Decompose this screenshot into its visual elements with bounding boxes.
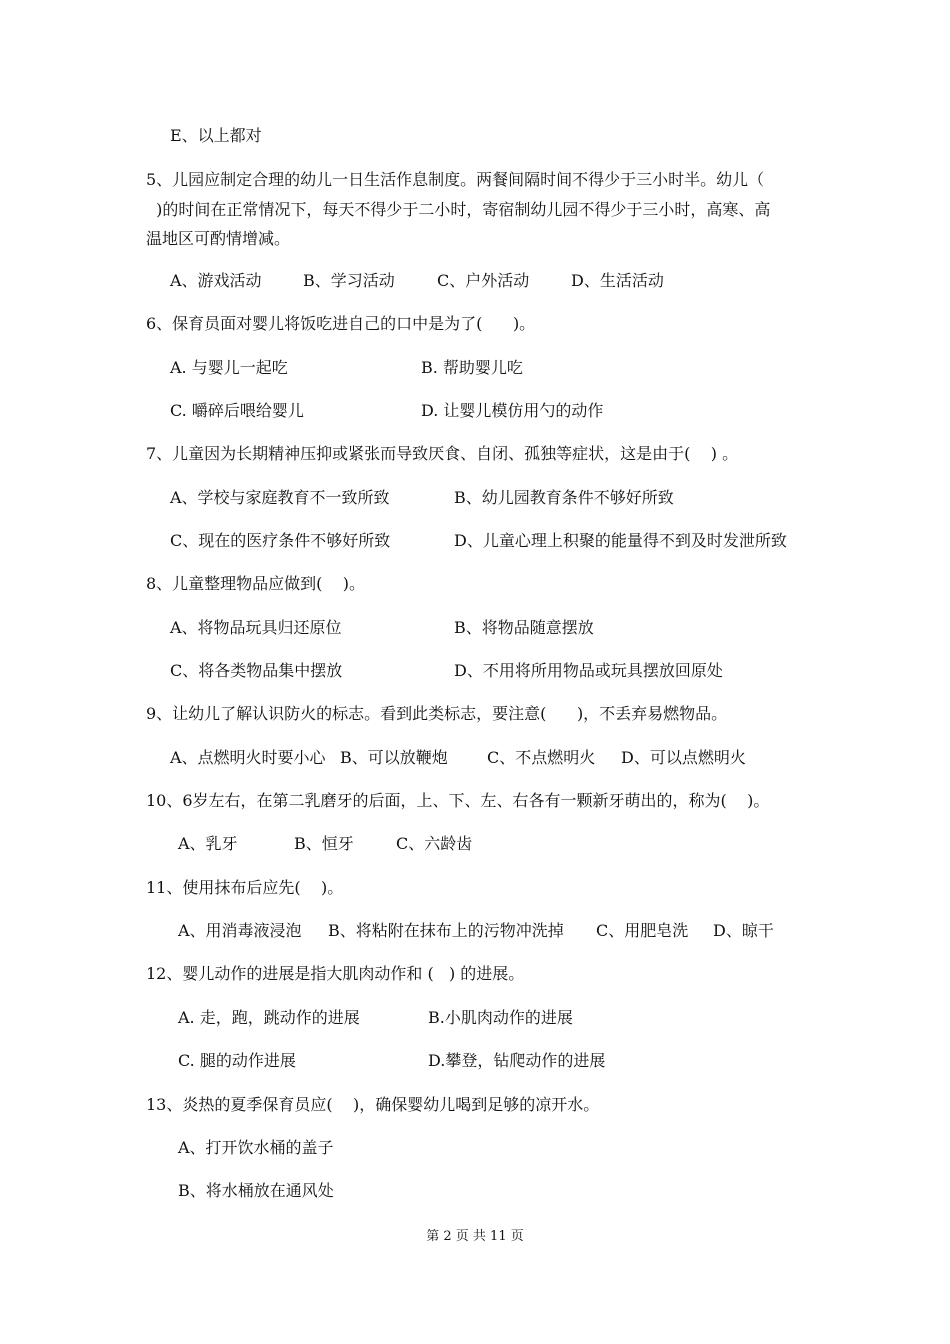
q8-option-d: D、不用将所用物品或玩具摆放回原处 xyxy=(454,661,723,680)
q7-option-a: A、学校与家庭教育不一致所致 xyxy=(170,488,390,507)
q12-option-b: B.小肌肉动作的进展 xyxy=(428,1008,573,1027)
q9-option-a: A、点燃明火时要小心 xyxy=(170,748,326,767)
q7-option-d: D、儿童心理上积聚的能量得不到及时发泄所致 xyxy=(454,531,787,550)
q12-option-d: D.攀登，钻爬动作的进展 xyxy=(428,1051,606,1070)
q11-option-a: A、用消毒液浸泡 xyxy=(178,921,302,940)
q8-option-c: C、将各类物品集中摆放 xyxy=(170,661,343,680)
q5-option-c: C、户外活动 xyxy=(437,271,530,290)
q10-text: 10、6岁左右，在第二乳磨牙的后面，上、下、左、右各有一颗新牙萌出的，称为( )。 xyxy=(146,791,770,810)
q5-option-a: A、游戏活动 xyxy=(170,271,262,290)
q9-option-d: D、可以点燃明火 xyxy=(621,748,746,767)
q11-option-b: B、将粘附在抹布上的污物冲洗掉 xyxy=(328,921,564,940)
q7-text: 7、儿童因为长期精神压抑或紧张而导致厌食、自闭、孤独等症状，这是由于( ) 。 xyxy=(146,444,739,463)
q9-option-b: B、可以放鞭炮 xyxy=(340,748,448,767)
q9-option-c: C、不点燃明火 xyxy=(487,748,596,767)
q13-text: 13、炎热的夏季保育员应( )，确保婴幼儿喝到足够的凉开水。 xyxy=(146,1095,600,1114)
q11-text: 11、使用抹布后应先( )。 xyxy=(146,878,344,897)
q8-text: 8、儿童整理物品应做到( )。 xyxy=(146,574,366,593)
q5-text-line2: )的时间在正常情况下，每天不得少于二小时，寄宿制幼儿园不得少于三小时，高寒、高 xyxy=(146,200,771,219)
q12-option-c: C. 腿的动作进展 xyxy=(178,1051,296,1070)
q5-text-line1: 5、儿园应制定合理的幼儿一日生活作息制度。两餐间隔时间不得少于三小时半。幼儿（ xyxy=(146,170,765,189)
q6-option-c: C. 嚼碎后喂给婴儿 xyxy=(170,401,304,420)
q13-option-b: B、将水桶放在通风处 xyxy=(178,1181,334,1200)
q10-option-a: A、乳牙 xyxy=(178,834,238,853)
q12-text: 12、婴儿动作的进展是指大肌肉动作和 ( ) 的进展。 xyxy=(146,964,525,983)
q8-option-a: A、将物品玩具归还原位 xyxy=(170,618,342,637)
q12-option-a: A. 走，跑，跳动作的进展 xyxy=(178,1008,360,1027)
q10-option-c: C、六龄齿 xyxy=(396,834,473,853)
q7-option-b: B、幼儿园教育条件不够好所致 xyxy=(454,488,674,507)
q7-option-c: C、现在的医疗条件不够好所致 xyxy=(170,531,391,550)
q13-option-a: A、打开饮水桶的盖子 xyxy=(178,1138,334,1157)
q5-option-b: B、学习活动 xyxy=(303,271,395,290)
q9-text: 9、让幼儿了解认识防火的标志。看到此类标志，要注意( )，不丢弃易燃物品。 xyxy=(146,704,728,723)
q5-text-line3: 温地区可酌情增减。 xyxy=(146,229,291,248)
q6-option-d: D. 让婴儿模仿用勺的动作 xyxy=(421,401,604,420)
q11-option-d: D、晾干 xyxy=(713,921,774,940)
q11-option-c: C、用肥皂洗 xyxy=(596,921,689,940)
q6-option-b: B. 帮助婴儿吃 xyxy=(421,358,523,377)
page-footer: 第 2 页 共 11 页 xyxy=(426,1229,524,1244)
q8-option-b: B、将物品随意摆放 xyxy=(454,618,594,637)
q10-option-b: B、恒牙 xyxy=(294,834,354,853)
q4-option-e: E、以上都对 xyxy=(170,126,262,145)
q6-text: 6、保育员面对婴儿将饭吃进自己的口中是为了( )。 xyxy=(146,314,536,333)
q5-option-d: D、生活活动 xyxy=(571,271,664,290)
q6-option-a: A. 与婴儿一起吃 xyxy=(170,358,288,377)
